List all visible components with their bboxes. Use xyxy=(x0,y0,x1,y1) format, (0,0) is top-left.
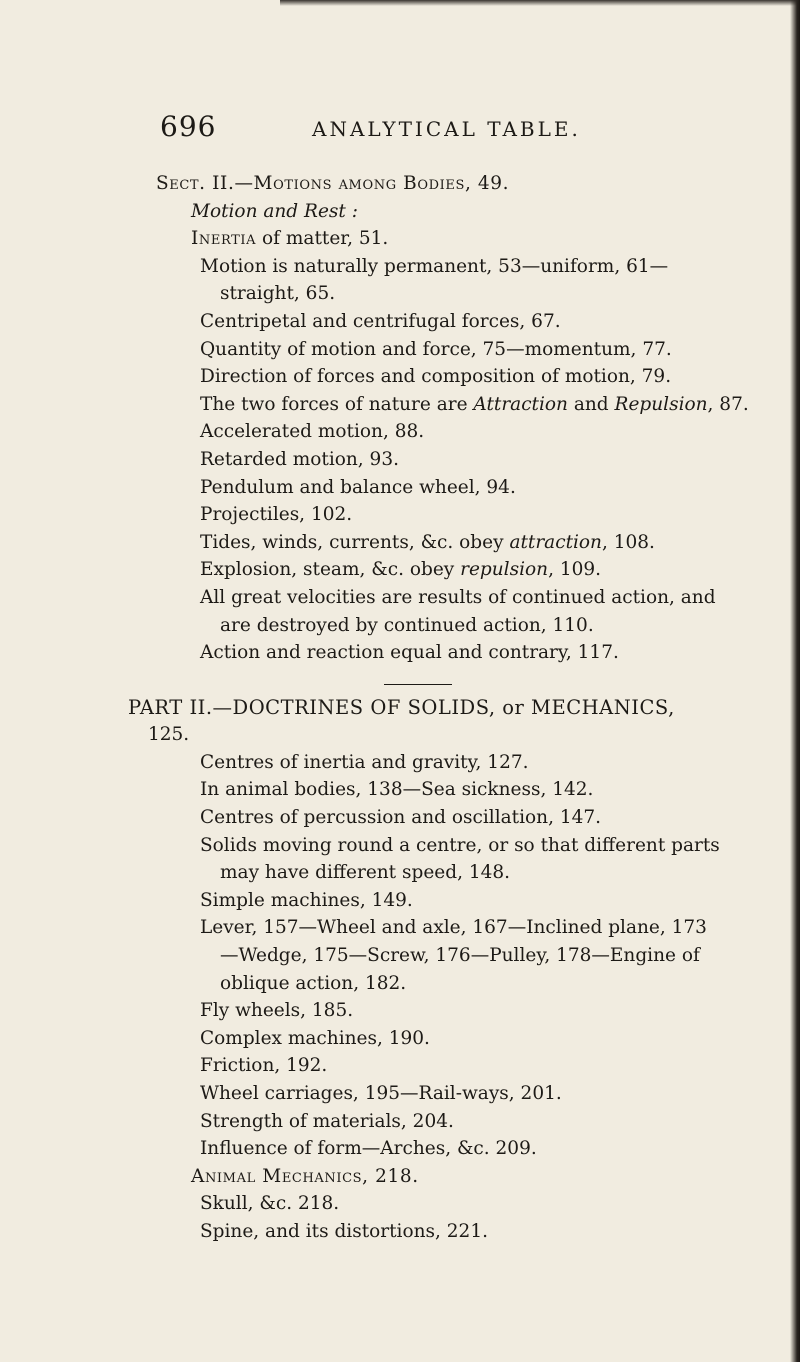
forces-repulsion: Repulsion xyxy=(614,393,708,415)
list-item: oblique action, 182. xyxy=(220,972,407,994)
tides-page: , 108. xyxy=(601,531,655,553)
list-item: Strength of materials, 204. xyxy=(200,1110,454,1132)
list-item: Projectiles, 102. xyxy=(200,504,353,526)
part-heading-page: 125. xyxy=(148,724,190,746)
list-item: Lever, 157—Wheel and axle, 167—Inclined plane, 173 xyxy=(200,917,707,939)
inertia-text: of matter, 51. xyxy=(256,228,389,250)
list-item: Fly wheels, 185. xyxy=(200,1000,354,1022)
list-item: Simple machines, 149. xyxy=(200,889,413,911)
explosion-page: , 109. xyxy=(548,559,602,581)
page-binding-edge xyxy=(790,0,800,1362)
list-item: Retarded motion, 93. xyxy=(200,448,399,470)
entry-explosion xyxy=(156,556,756,584)
list-item: Solids moving round a centre, or so that different parts xyxy=(200,834,720,856)
tides-attraction: attraction xyxy=(509,531,602,553)
part-heading: PART II.—DOCTRINES OF SOLIDS, or MECHANICS, xyxy=(128,695,675,719)
analytical-table-body xyxy=(128,170,756,1246)
running-title: ANALYTICAL TABLE. xyxy=(312,117,581,141)
list-item: —Wedge, 175—Screw, 176—Pulley, 178—Engine of xyxy=(220,945,700,967)
forces-and: and xyxy=(567,393,615,415)
entry-tides xyxy=(156,529,756,557)
list-item: Action and reaction equal and contrary, 117. xyxy=(200,642,619,664)
inertia-label: Inertia xyxy=(191,228,257,250)
forces-page: , 87. xyxy=(707,393,749,415)
list-item: Pendulum and balance wheel, 94. xyxy=(200,476,516,498)
list-item: Direction of forces and composition of motion, 79. xyxy=(200,366,672,388)
list-item: Centres of percussion and oscillation, 147. xyxy=(200,807,602,829)
animal-mechanics-heading: Animal Mechanics, 218. xyxy=(191,1165,419,1187)
list-item: Influence of form—Arches, &c. 209. xyxy=(200,1138,537,1160)
list-item: Spine, and its distortions, 221. xyxy=(200,1220,488,1242)
list-item: Motion is naturally permanent, 53—uniform, 61— xyxy=(200,255,669,277)
list-item: Skull, &c. 218. xyxy=(200,1193,340,1215)
list-item: Complex machines, 190. xyxy=(200,1027,430,1049)
list-item: Friction, 192. xyxy=(200,1055,328,1077)
forces-text: The two forces of nature are xyxy=(200,393,474,415)
section-heading: Sect. II.—Motions among Bodies, 49. xyxy=(156,173,510,194)
list-item: Wheel carriages, 195—Rail-ways, 201. xyxy=(200,1083,562,1104)
list-item: Centres of inertia and gravity, 127. xyxy=(200,751,529,773)
list-item: In animal bodies, 138—Sea sickness, 142. xyxy=(200,779,594,801)
list-item: Accelerated motion, 88. xyxy=(200,421,425,443)
list-item: Quantity of motion and force, 75—momentum, 77. xyxy=(200,338,672,360)
entry-inertia xyxy=(156,225,756,253)
section-subheading: Motion and Rest : xyxy=(191,200,358,222)
explosion-text: Explosion, steam, &c. obey xyxy=(200,559,461,581)
list-item: All great velocities are results of continued action, and xyxy=(200,586,716,608)
list-item: Centripetal and centrifugal forces, 67. xyxy=(200,310,561,332)
list-item: may have different speed, 148. xyxy=(220,862,511,884)
tides-text: Tides, winds, currents, &c. obey xyxy=(200,531,510,553)
explosion-repulsion: repulsion xyxy=(460,559,549,581)
entry-two-forces xyxy=(156,391,756,419)
page-top-shadow xyxy=(280,0,800,6)
page-number: 696 xyxy=(160,110,217,143)
section-divider xyxy=(384,684,452,685)
list-item: are destroyed by continued action, 110. xyxy=(220,614,594,636)
forces-attraction: Attraction xyxy=(473,393,568,415)
list-item: straight, 65. xyxy=(220,283,336,305)
